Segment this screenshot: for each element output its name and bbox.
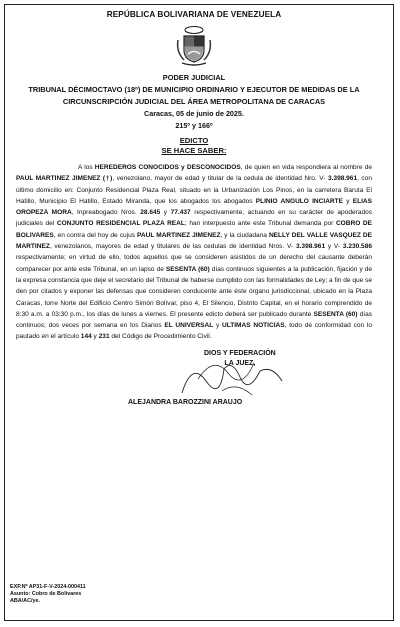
document-body [16,8,372,415]
case-initials: ABA/AC/ye. [10,598,40,604]
signature-motto [204,349,276,369]
edicto-title: EDICTO [179,136,209,145]
file-reference [10,584,86,605]
country-header: REPÚBLICA BOLIVARIANA DE VENEZUELA [106,10,282,19]
branch-title: PODER JUDICIAL [162,73,226,82]
edicto-text: A los HEREDEROS CONOCIDOS y DESCONOCIDOS, de quien en vida respondiera al nombre de PAUL MARTINEZ JIMENEZ (†), venezolano, mayor de edad y titular de la cedula de identidad Nro. V- 3.398.961, con último domicilio en: Conjunto Residencial Plaza Real, situado en la Urbanización Los Pinos, en la carretera Baruta El Hatillo, Municipio El Hatillo, Estado Miranda, que los abogados los abogados PLINIO ANGULO INCIARTE y ELIAS OROPEZA MORA, Inpreabogado Nros. 28.645 y 77.437 respectivamente, actuando en su carácter de apoderados judiciales del CONJUNTO RESIDENCIAL PLAZA REAL; han interpuesto ante este Tribunal demanda por COBRO DE BOLIVARES, en contra del hoy de cujus PAUL MARTINEZ JIMENEZ, y la ciudadana NELLY DEL VALLE VASQUEZ DE MARTINEZ, venezolanos, mayores de edad y titulares de las cedulas de identidad Nros. V- 3.398.961 y V- 3.230.586 respectivamente; en virtud de ello, todos aquellos que se consideren asistidos de un derecho del causante deberán comparecer por ante este Tribunal, en un lapso de SESENTA (60) días continuos siguientes a la publicación, fijación y de la expresa constancia que deje el secretario del Tribunal de haberse cumplido con las formalidades de Ley; a fin de que se den por citados y exponer las defensas que consideren conducente ante éste órgano jurisdiccional, ubicado en la Plaza Caracas, torre Norte del Edificio Centro Simón Bolívar, piso 4, El Silencio, Distrito Capital, en el horario comprendido de 8:30 a.m. a 03:30 p.m., los días de lunes a viernes. El presente edicto deberá ser publicado durante SESENTA (60) días continuos; dos veces por semana en los Diarios EL UNIVERSAL y ULTIMAS NOTICIAS, todo de conformidad con lo pautado en el artículo 144 y 231 del Código de Procedimiento Civil. [16,164,373,341]
motto-line1: DIOS Y FEDERACIÓN [204,349,276,357]
court-name-line2: CIRCUNSCRIPCIÓN JUDICIAL DEL ÁREA METROPOLITANA DE CARACAS [62,97,326,106]
document-date: Caracas, 05 de junio de 2025. [144,109,244,118]
judge-name: ALEJANDRA BAROZZINI ARAUJO [128,398,243,406]
edicto-subtitle: SE HACE SABER: [161,146,227,155]
motto-line2: LA JUEZ, [224,359,256,367]
coat-of-arms-icon [172,24,216,68]
document-years: 215º y 166º [175,121,213,130]
signature-block [16,345,372,415]
court-name-line1: TRIBUNAL DÉCIMOCTAVO (18º) DE MUNICIPIO ORDINARIO Y EJECUTOR DE MEDIDAS DE LA [28,85,360,94]
case-subject: Asunto: Cobro de Bolivares [10,591,82,597]
case-number: EXP.Nº AP31-F-V-2024-000411 [10,584,86,590]
